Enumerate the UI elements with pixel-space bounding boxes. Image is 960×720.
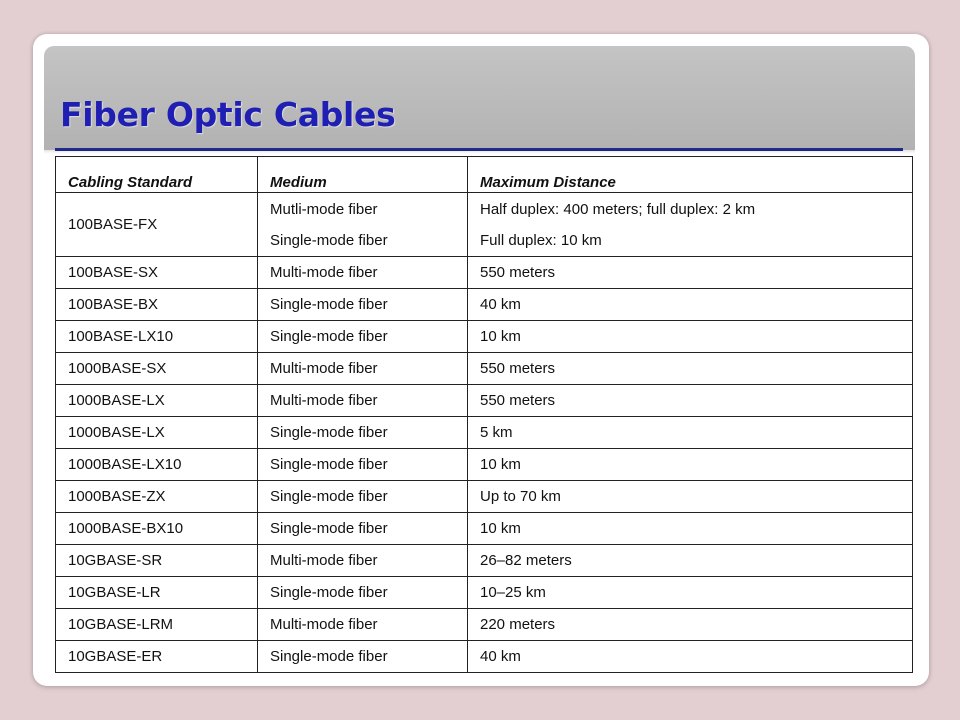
table-row xyxy=(56,385,913,417)
table-row xyxy=(56,289,913,321)
cell-standard: 100BASE-SX xyxy=(56,257,258,289)
cell-medium: Multi-mode fiber xyxy=(258,353,468,385)
table-row xyxy=(56,193,913,257)
cell-standard: 1000BASE-LX xyxy=(56,385,258,417)
cell-medium: Single-mode fiber xyxy=(258,577,468,609)
cell-distance xyxy=(468,193,913,257)
cell-standard: 100BASE-BX xyxy=(56,289,258,321)
cell-standard: 1000BASE-LX10 xyxy=(56,449,258,481)
table-row xyxy=(56,353,913,385)
cell-distance: 550 meters xyxy=(468,385,913,417)
cell-distance-line: Full duplex: 10 km xyxy=(480,231,602,249)
cell-distance: Up to 70 km xyxy=(468,481,913,513)
table-row xyxy=(56,641,913,673)
table-row xyxy=(56,449,913,481)
cell-medium: Single-mode fiber xyxy=(258,289,468,321)
cell-standard: 1000BASE-ZX xyxy=(56,481,258,513)
cell-distance: 550 meters xyxy=(468,257,913,289)
cell-medium-line: Single-mode fiber xyxy=(270,231,388,249)
cell-standard: 10GBASE-ER xyxy=(56,641,258,673)
cell-medium: Single-mode fiber xyxy=(258,449,468,481)
header-cabling-standard: Cabling Standard xyxy=(56,157,258,193)
cell-standard: 10GBASE-LR xyxy=(56,577,258,609)
header-maximum-distance: Maximum Distance xyxy=(468,157,913,193)
cell-standard: 10GBASE-SR xyxy=(56,545,258,577)
cell-medium: Multi-mode fiber xyxy=(258,257,468,289)
table-row xyxy=(56,545,913,577)
cell-medium: Single-mode fiber xyxy=(258,513,468,545)
cell-distance: 40 km xyxy=(468,641,913,673)
cell-standard: 100BASE-FX xyxy=(56,193,258,257)
cell-distance: 10 km xyxy=(468,513,913,545)
table-row xyxy=(56,609,913,641)
header-medium: Medium xyxy=(258,157,468,193)
cell-standard: 100BASE-LX10 xyxy=(56,321,258,353)
cell-medium: Multi-mode fiber xyxy=(258,545,468,577)
cell-standard: 10GBASE-LRM xyxy=(56,609,258,641)
table-row xyxy=(56,417,913,449)
cell-standard: 1000BASE-BX10 xyxy=(56,513,258,545)
cell-distance-line: Half duplex: 400 meters; full duplex: 2 km xyxy=(480,200,756,218)
cell-medium: Single-mode fiber xyxy=(258,417,468,449)
cell-standard: 1000BASE-LX xyxy=(56,417,258,449)
cell-medium: Single-mode fiber xyxy=(258,481,468,513)
cell-medium: Single-mode fiber xyxy=(258,321,468,353)
table-row xyxy=(56,257,913,289)
cell-standard: 1000BASE-SX xyxy=(56,353,258,385)
fiber-standards-table xyxy=(55,156,913,673)
cell-distance: 10 km xyxy=(468,449,913,481)
cell-distance: 10 km xyxy=(468,321,913,353)
cell-distance: 40 km xyxy=(468,289,913,321)
table-row xyxy=(56,577,913,609)
cell-medium: Single-mode fiber xyxy=(258,641,468,673)
table-row xyxy=(56,481,913,513)
cell-medium xyxy=(258,193,468,257)
cell-distance: 26–82 meters xyxy=(468,545,913,577)
table-row xyxy=(56,321,913,353)
cell-medium-line: Mutli-mode fiber xyxy=(270,200,378,218)
title-band-shadow xyxy=(44,150,915,154)
cell-distance: 550 meters xyxy=(468,353,913,385)
cell-distance: 220 meters xyxy=(468,609,913,641)
table-header-row xyxy=(56,157,913,193)
slide-title: Fiber Optic Cables xyxy=(60,95,396,134)
cell-medium: Multi-mode fiber xyxy=(258,385,468,417)
cell-distance: 10–25 km xyxy=(468,577,913,609)
slide-card xyxy=(33,34,929,686)
table-container xyxy=(55,156,913,678)
cell-medium: Multi-mode fiber xyxy=(258,609,468,641)
cell-distance: 5 km xyxy=(468,417,913,449)
table-row xyxy=(56,513,913,545)
